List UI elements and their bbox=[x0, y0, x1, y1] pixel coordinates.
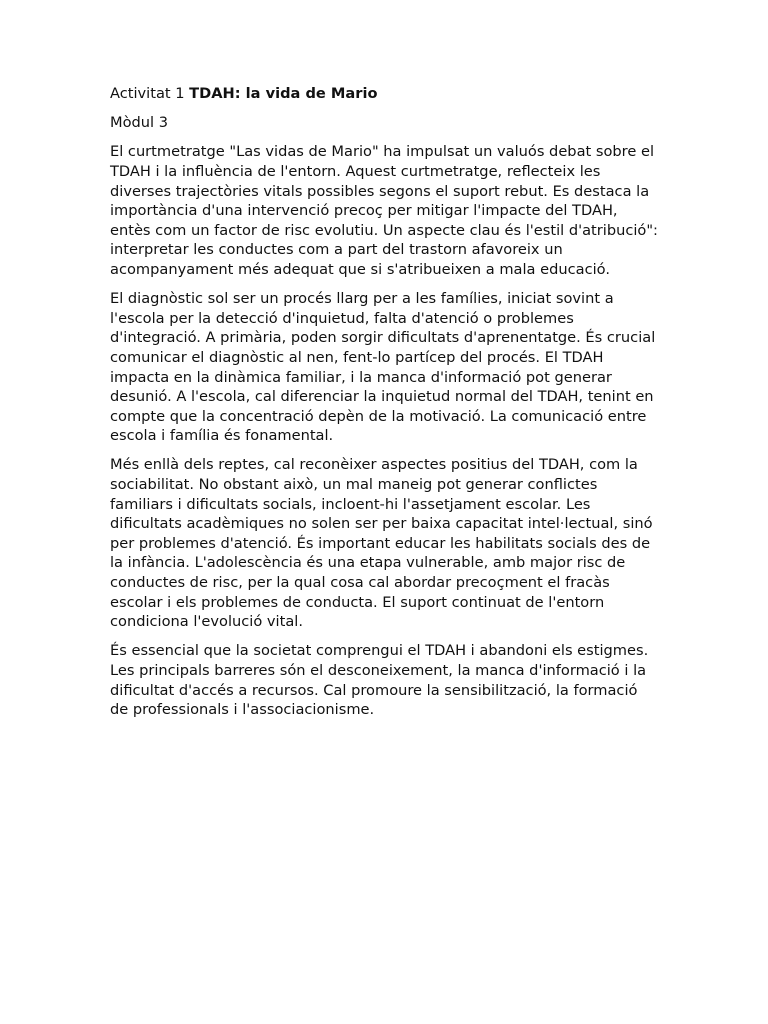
paragraph-challenges: Més enllà dels reptes, cal reconèixer aspectes positius del TDAH, com la sociabilitat. No obstant això, un mal maneig pot generar conflictes familiars i dificultats socials, incloent-hi l'assetjament escolar. Les dificultats acadèmiques no solen ser per baixa capacitat intel·lectual, sinó per problemes d'atenció. És important educar les habilitats socials des de la infància. L'adolescència és una etapa vulnerable, amb major risc de conductes de risc, per la qual cosa cal abordar precoçment el fracàs escolar i els problemes de conducta. El suport continuat de l'entorn condiciona l'evolució vital. bbox=[110, 456, 653, 631]
activity-title: TDAH: la vida de Mario bbox=[189, 85, 378, 102]
activity-heading bbox=[110, 84, 658, 104]
document-page bbox=[110, 84, 658, 729]
module-label: Mòdul 3 bbox=[110, 114, 169, 132]
activity-number: Activitat 1 bbox=[110, 85, 185, 102]
paragraph-intro: El curtmetratge "Las vidas de Mario" ha impulsat un valuós debat sobre el TDAH i la influència de l'entorn. Aquest curtmetratge, reflecteix les diverses trajectòries vitals possibles segons el suport rebut. Es destaca la importància d'una intervenció precoç per mitigar l'impacte del TDAH, entès com un factor de risc evolutiu. Un aspecte clau és l'estil d'atribució": interpretar les conductes com a part del trastorn afavoreix un acompanyament més adequat que si s'atribueixen a mala educació. bbox=[110, 143, 658, 278]
paragraph-society: És essencial que la societat comprengui el TDAH i abandoni els estigmes. Les principals barreres són el desconeixement, la manca d'informació i la dificultat d'accés a recursos. Cal promoure la sensibilització, la formació de professionals i l'associacionisme. bbox=[110, 642, 649, 719]
paragraph-diagnosis: El diagnòstic sol ser un procés llarg per a les famílies, iniciat sovint a l'escola per la detecció d'inquietud, falta d'atenció o problemes d'integració. A primària, poden sorgir dificultats d'aprenentatge. És crucial comunicar el diagnòstic al nen, fent-lo partícep del procés. El TDAH impacta en la dinàmica familiar, i la manca d'informació pot generar desunió. A l'escola, cal diferenciar la inquietud normal del TDAH, tenint en compte que la concentració depèn de la motivació. La comunicació entre escola i família és fonamental. bbox=[110, 290, 656, 445]
